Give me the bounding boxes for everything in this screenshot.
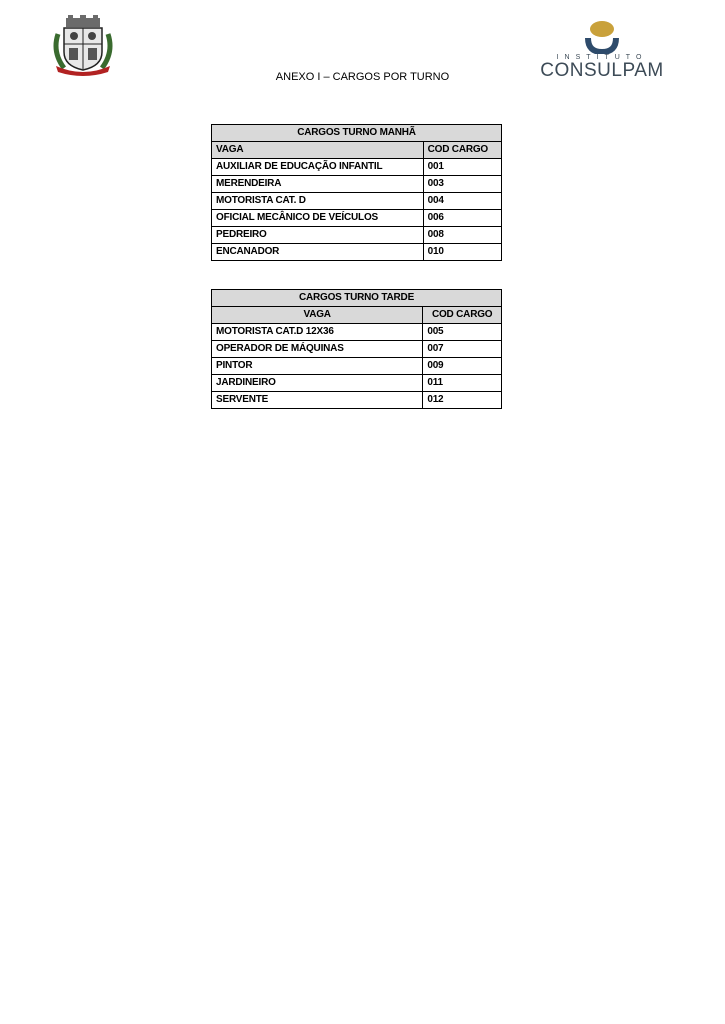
cell-vaga: MOTORISTA CAT. D	[212, 193, 424, 210]
table-row	[212, 227, 502, 244]
cell-vaga: SERVENTE	[212, 392, 423, 409]
cell-vaga: AUXILIAR DE EDUCAÇÃO INFANTIL	[212, 159, 424, 176]
table-row	[212, 193, 502, 210]
table-row	[212, 375, 502, 392]
table-cargos-manha	[211, 124, 502, 261]
cell-cod-cargo: 006	[423, 210, 501, 227]
cell-vaga: PINTOR	[212, 358, 423, 375]
logo-institute-text: INSTITUTO	[556, 54, 648, 61]
document-title: ANEXO I – CARGOS POR TURNO	[275, 71, 450, 83]
table-row	[212, 244, 502, 261]
cell-cod-cargo: 003	[423, 176, 501, 193]
column-header-cod-cargo: COD CARGO	[423, 142, 501, 159]
cell-vaga: OPERADOR DE MÁQUINAS	[212, 341, 423, 358]
table-row	[212, 341, 502, 358]
table-cargos-tarde	[211, 289, 502, 409]
column-header-vaga: VAGA	[212, 142, 424, 159]
cell-vaga: JARDINEIRO	[212, 375, 423, 392]
cell-cod-cargo: 010	[423, 244, 501, 261]
consulpam-logo-icon	[582, 20, 622, 54]
cell-cod-cargo: 005	[423, 324, 502, 341]
cell-cod-cargo: 012	[423, 392, 502, 409]
cell-vaga: MERENDEIRA	[212, 176, 424, 193]
table-row	[212, 176, 502, 193]
cell-vaga: OFICIAL MECÂNICO DE VEÍCULOS	[212, 210, 424, 227]
column-header-vaga: VAGA	[212, 307, 423, 324]
table-row	[212, 358, 502, 375]
table-caption: CARGOS TURNO TARDE	[212, 290, 502, 307]
cell-vaga: MOTORISTA CAT.D 12X36	[212, 324, 423, 341]
table-caption: CARGOS TURNO MANHÃ	[212, 125, 502, 142]
cell-vaga: ENCANADOR	[212, 244, 424, 261]
table-row	[212, 159, 502, 176]
cell-cod-cargo: 007	[423, 341, 502, 358]
cell-cod-cargo: 004	[423, 193, 501, 210]
cell-cod-cargo: 001	[423, 159, 501, 176]
cell-cod-cargo: 009	[423, 358, 502, 375]
table-row	[212, 392, 502, 409]
cell-vaga: PEDREIRO	[212, 227, 424, 244]
cell-cod-cargo: 008	[423, 227, 501, 244]
logo-name-text: CONSULPAM	[540, 60, 664, 81]
cell-cod-cargo: 011	[423, 375, 502, 392]
table-row	[212, 324, 502, 341]
column-header-cod-cargo: COD CARGO	[423, 307, 502, 324]
coat-of-arms-icon	[50, 14, 116, 76]
table-row	[212, 210, 502, 227]
